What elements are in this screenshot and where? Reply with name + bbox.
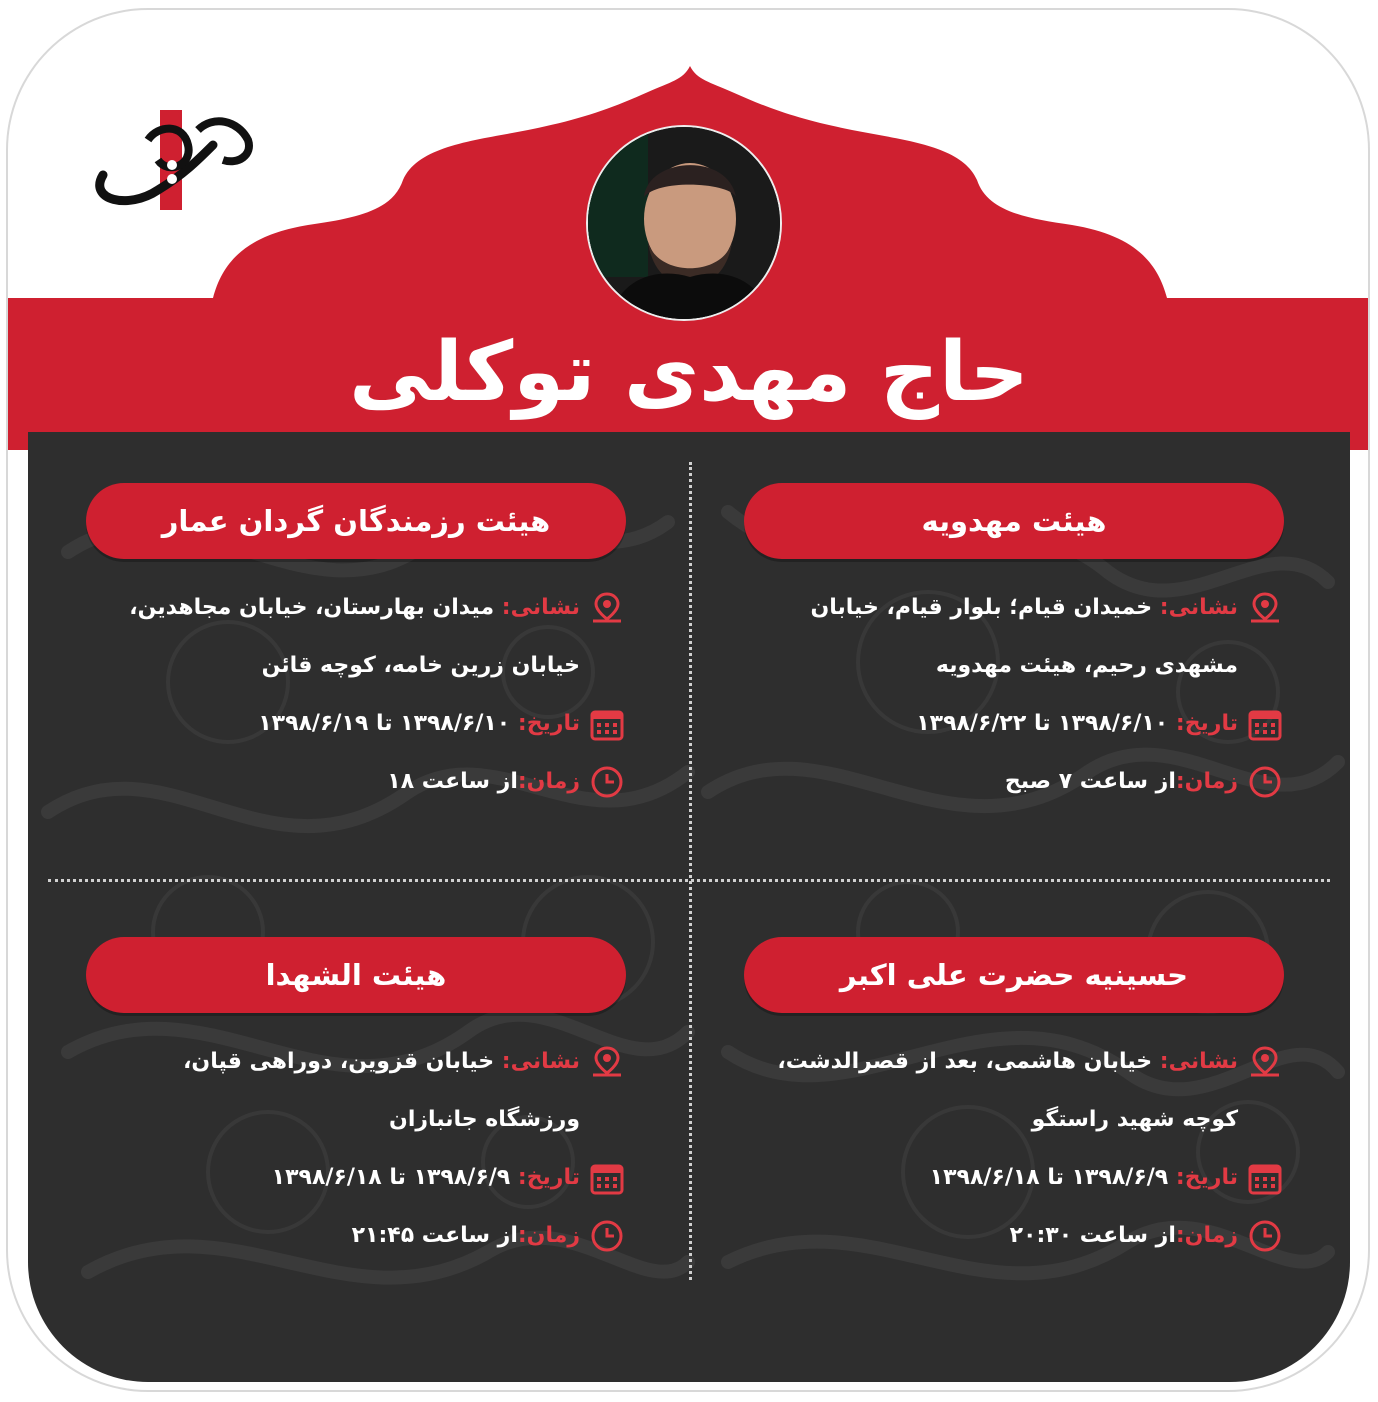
- event-title: هیئت رزمندگان گردان عمار: [86, 483, 626, 559]
- location-pin-icon: [588, 579, 626, 637]
- horizontal-divider: [48, 879, 1330, 882]
- date-text: ۱۳۹۸/۶/۹ تا ۱۳۹۸/۶/۱۸: [271, 1165, 511, 1190]
- calendar-icon: [588, 1149, 626, 1207]
- date-label: تاریخ:: [1175, 711, 1238, 736]
- location-pin-icon: [1246, 1033, 1284, 1091]
- vertical-divider: [689, 462, 692, 1280]
- time-text: از ساعت ۷ صبح: [1004, 769, 1176, 794]
- location-pin-icon: [588, 1033, 626, 1091]
- date-text: ۱۳۹۸/۶/۱۰ تا ۱۳۹۸/۶/۲۲: [916, 711, 1169, 736]
- address-label: نشانی:: [501, 1049, 580, 1074]
- date-label: تاریخ:: [517, 1165, 580, 1190]
- event-card-mahdavieh: [744, 483, 1284, 811]
- clock-icon: [588, 1207, 626, 1265]
- date-text: ۱۳۹۸/۶/۱۰ تا ۱۳۹۸/۶/۱۹: [258, 711, 511, 736]
- address-text: میدان بهارستان، خیابان مجاهدین، خیابان زرین خامه، کوچه قائن: [129, 595, 580, 678]
- clock-icon: [588, 753, 626, 811]
- calendar-icon: [588, 695, 626, 753]
- clock-icon: [1246, 1207, 1284, 1265]
- address-label: نشانی:: [1159, 595, 1238, 620]
- event-title: هیئت الشهدا: [86, 937, 626, 1013]
- calendar-icon: [1246, 1149, 1284, 1207]
- calendar-icon: [1246, 695, 1284, 753]
- avatar: [586, 125, 782, 321]
- address-label: نشانی:: [501, 595, 580, 620]
- time-label: زمان:: [1175, 1223, 1238, 1248]
- date-text: ۱۳۹۸/۶/۹ تا ۱۳۹۸/۶/۱۸: [929, 1165, 1169, 1190]
- event-card-ammar: [86, 483, 626, 811]
- location-pin-icon: [1246, 579, 1284, 637]
- time-label: زمان:: [517, 769, 580, 794]
- time-label: زمان:: [1175, 769, 1238, 794]
- logo-text: [104, 122, 106, 123]
- page-title: حاج مهدی توکلی: [349, 325, 1029, 420]
- address-text: خیابان قزوین، دوراهی قپان، ورزشگاه جانبازان: [183, 1049, 580, 1132]
- event-card-ali-akbar: [744, 937, 1284, 1265]
- address-text: خیابان هاشمی، بعد از قصرالدشت، کوچه شهید راستگو: [777, 1049, 1238, 1132]
- time-text: از ساعت ۲۱:۴۵: [351, 1223, 518, 1248]
- time-text: از ساعت ۲۰:۳۰: [1009, 1223, 1176, 1248]
- clock-icon: [1246, 753, 1284, 811]
- time-text: از ساعت ۱۸: [387, 769, 518, 794]
- event-title: هیئت مهدویه: [744, 483, 1284, 559]
- date-label: تاریخ:: [1175, 1165, 1238, 1190]
- logo-icon: [88, 105, 258, 225]
- event-title: حسینیه حضرت علی اکبر: [744, 937, 1284, 1013]
- portrait-icon: [588, 127, 782, 321]
- address-label: نشانی:: [1159, 1049, 1238, 1074]
- event-card-shohada: [86, 937, 626, 1265]
- date-label: تاریخ:: [517, 711, 580, 736]
- address-text: خمیدان قیام؛ بلوار قیام، خیابان مشهدی رحیم، هیئت مهدویه: [810, 595, 1238, 678]
- time-label: زمان:: [517, 1223, 580, 1248]
